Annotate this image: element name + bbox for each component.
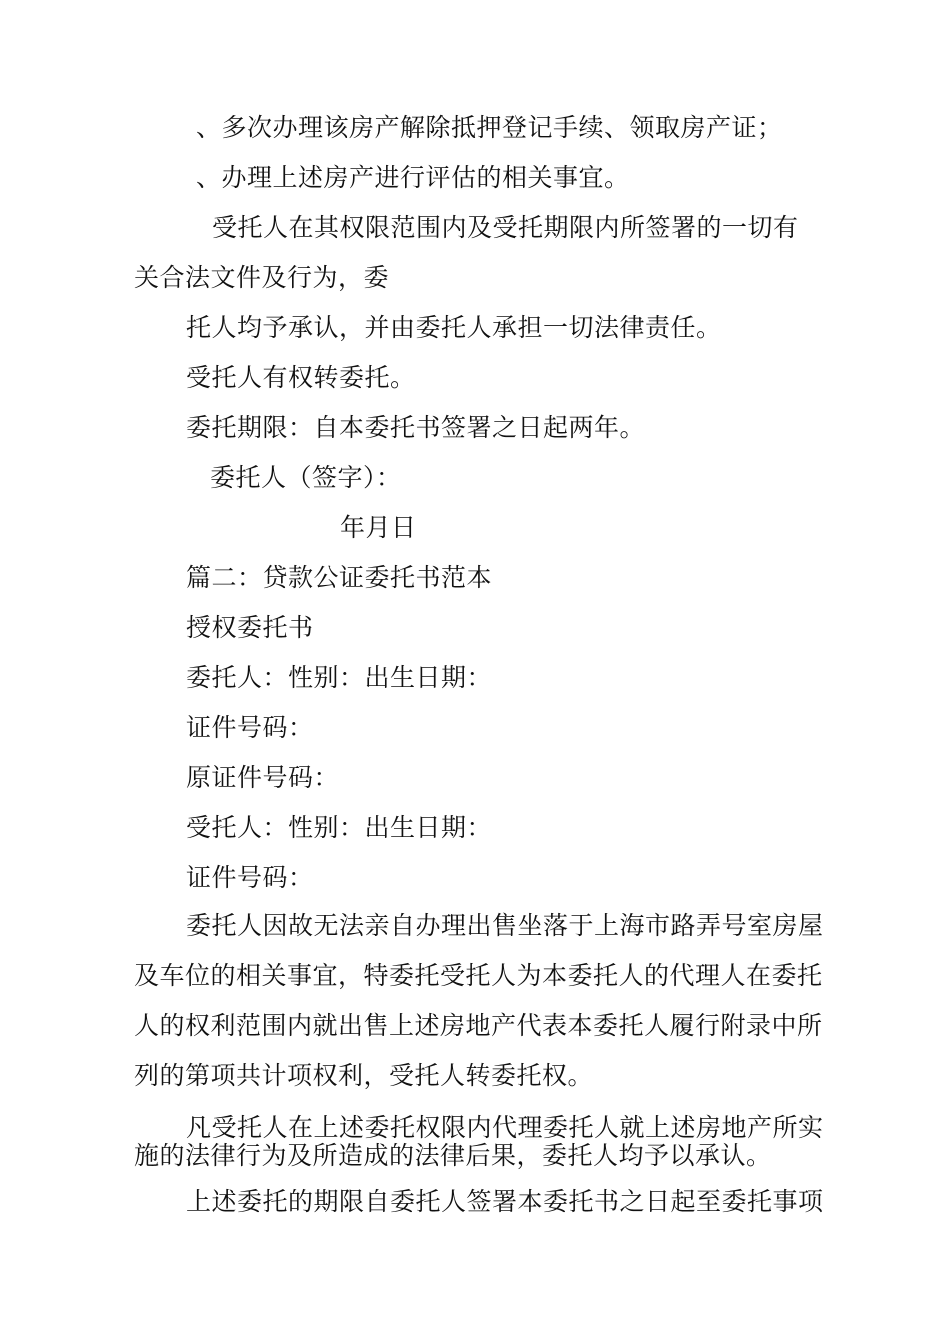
form-field-agent-id: 证件号码：	[186, 863, 314, 892]
form-field-original-id: 原证件号码：	[186, 763, 340, 792]
list-item-assessment: 、办理上述房产进行评估的相关事宜。	[196, 163, 630, 192]
paragraph-line: 受托人有权转委托。	[186, 363, 416, 392]
paragraph-line: 委托人因故无法亲自办理出售坐落于上海市路弄号室房屋	[186, 911, 824, 940]
paragraph-line: 委托期限：自本委托书签署之日起两年。	[186, 413, 646, 442]
form-field-principal: 委托人：性别：出生日期：	[186, 663, 493, 692]
paragraph-line: 上述委托的期限自委托人签署本委托书之日起至委托事项	[186, 1187, 824, 1216]
paragraph-line: 关合法文件及行为，委	[134, 263, 390, 292]
paragraph-line: 受托人在其权限范围内及受托期限内所签署的一切有	[212, 213, 799, 242]
paragraph-line: 列的第项共计项权利，受托人转委托权。	[134, 1061, 594, 1090]
date-label: 年月日	[340, 513, 417, 542]
form-field-agent: 受托人：性别：出生日期：	[186, 813, 493, 842]
paragraph-line: 托人均予承认，并由委托人承担一切法律责任。	[186, 313, 722, 342]
section-heading: 篇二：贷款公证委托书范本	[186, 563, 493, 592]
form-field-id-number: 证件号码：	[186, 713, 314, 742]
document-title: 授权委托书	[186, 613, 314, 642]
list-item-release-mortgage: 、多次办理该房产解除抵押登记手续、领取房产证；	[196, 113, 783, 142]
paragraph-line: 施的法律行为及所造成的法律后果，委托人均予以承认。	[134, 1141, 772, 1170]
paragraph-line: 人的权利范围内就出售上述房地产代表本委托人履行附录中所	[134, 1011, 823, 1040]
paragraph-line: 凡受托人在上述委托权限内代理委托人就上述房地产所实	[186, 1113, 824, 1142]
signature-label: 委托人（签字）：	[210, 463, 402, 492]
paragraph-line: 及车位的相关事宜，特委托受托人为本委托人的代理人在委托	[134, 961, 823, 990]
